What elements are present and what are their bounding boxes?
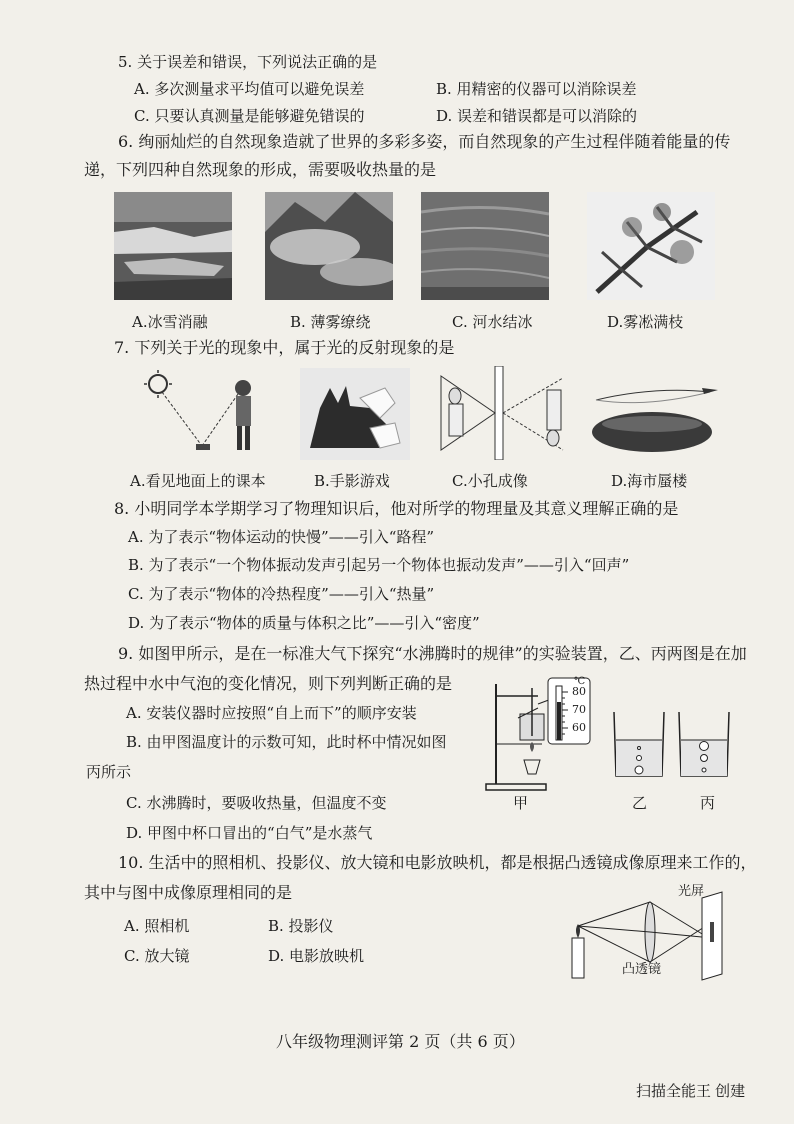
scanner-watermark: 扫描全能王 创建	[636, 1083, 746, 1100]
thermometer-tick-70: 70	[572, 703, 586, 716]
q10-option-a: A. 照相机	[124, 917, 190, 935]
q7-stem: 7. 下列关于光的现象中，属于光的反射现象的是	[114, 338, 455, 357]
thermometer-tick-80: 80	[572, 685, 586, 698]
illustration-pinhole-imaging	[433, 366, 575, 460]
label-convex-lens: 凸透镜	[622, 962, 662, 977]
q5-option-c: C. 只要认真测量是能够避免错误的	[134, 107, 365, 125]
q7-caption-d: D.海市蜃楼	[611, 472, 688, 490]
beaker-bing	[675, 710, 733, 778]
q10-option-c: C. 放大镜	[124, 947, 190, 965]
q7-caption-a: A.看见地面上的课本	[130, 472, 266, 490]
q8-stem: 8. 小明同学本学期学习了物理知识后，他对所学的物理量及其意义理解正确的是	[114, 499, 679, 518]
q7-caption-b: B.手影游戏	[314, 472, 390, 490]
q5-option-a: A. 多次测量求平均值可以避免误差	[134, 80, 365, 98]
photo-rime-branches	[587, 192, 715, 300]
q6-caption-d: D.雾凇满枝	[607, 313, 684, 331]
q6-caption-a: A.冰雪消融	[132, 313, 208, 331]
q9-option-b-line1: B. 由甲图温度计的示数可知，此时杯中情况如图	[126, 733, 447, 751]
q5-option-d: D. 误差和错误都是可以消除的	[436, 107, 638, 125]
photo-river-freezing	[421, 192, 549, 300]
q9-option-c: C. 水沸腾时，要吸收热量，但温度不变	[126, 794, 387, 812]
q10-stem-line2: 其中与图中成像原理相同的是	[84, 883, 293, 902]
fig-label-yi: 乙	[632, 794, 648, 812]
thermometer-unit: ℃	[574, 676, 586, 687]
fig-label-jia: 甲	[513, 794, 529, 812]
q8-option-a: A. 为了表示“物体运动的快慢”——引入“路程”	[128, 528, 435, 546]
q6-stem-line1: 6. 绚丽灿烂的自然现象造就了世界的多彩多姿，而自然现象的产生过程伴随着能量的传	[118, 132, 731, 151]
illustration-seeing-book	[140, 368, 280, 460]
q10-stem-line1: 10. 生活中的照相机、投影仪、放大镜和电影放映机，都是根据凸透镜成像原理来工作的，	[118, 853, 757, 872]
q6-caption-c: C. 河水结冰	[452, 313, 533, 331]
q5-option-b: B. 用精密的仪器可以消除误差	[436, 80, 637, 98]
fig-label-bing: 丙	[700, 794, 716, 812]
photo-mist	[265, 192, 393, 300]
q9-stem-line1: 9. 如图甲所示，是在一标准大气下探究“水沸腾时的规律”的实验装置，乙、丙两图是在加	[118, 644, 747, 663]
q5-stem: 5. 关于误差和错误，下列说法正确的是	[118, 53, 378, 71]
q6-caption-b: B. 薄雾缭绕	[290, 313, 371, 331]
q9-option-b-line2: 丙所示	[86, 763, 132, 781]
q8-option-c: C. 为了表示“物体的冷热程度”——引入“热量”	[128, 585, 435, 603]
q10-option-d: D. 电影放映机	[268, 947, 365, 965]
label-light-screen: 光屏	[678, 884, 705, 899]
illustration-mirage	[586, 378, 720, 460]
page-footer: 八年级物理测评第 2 页（共 6 页）	[276, 1032, 525, 1051]
q6-stem-line2: 递，下列四种自然现象的形成，需要吸收热量的是	[84, 160, 437, 179]
photo-melting-snow	[114, 192, 232, 300]
q10-option-b: B. 投影仪	[268, 917, 334, 935]
q8-option-d: D. 为了表示“物体的质量与体积之比”——引入“密度”	[128, 614, 480, 632]
illustration-hand-shadow	[300, 368, 410, 460]
q7-caption-c: C.小孔成像	[452, 472, 528, 490]
q9-option-a: A. 安装仪器时应按照“自上而下”的顺序安装	[126, 704, 417, 722]
q9-stem-line2: 热过程中水中气泡的变化情况，则下列判断正确的是	[84, 674, 453, 693]
q9-option-d: D. 甲图中杯口冒出的“白气”是水蒸气	[126, 824, 373, 842]
q8-option-b: B. 为了表示“一个物体振动发声引起另一个物体也振动发声”——引入“回声”	[128, 556, 630, 574]
thermometer-tick-60: 60	[572, 721, 586, 734]
beaker-yi	[610, 710, 668, 778]
